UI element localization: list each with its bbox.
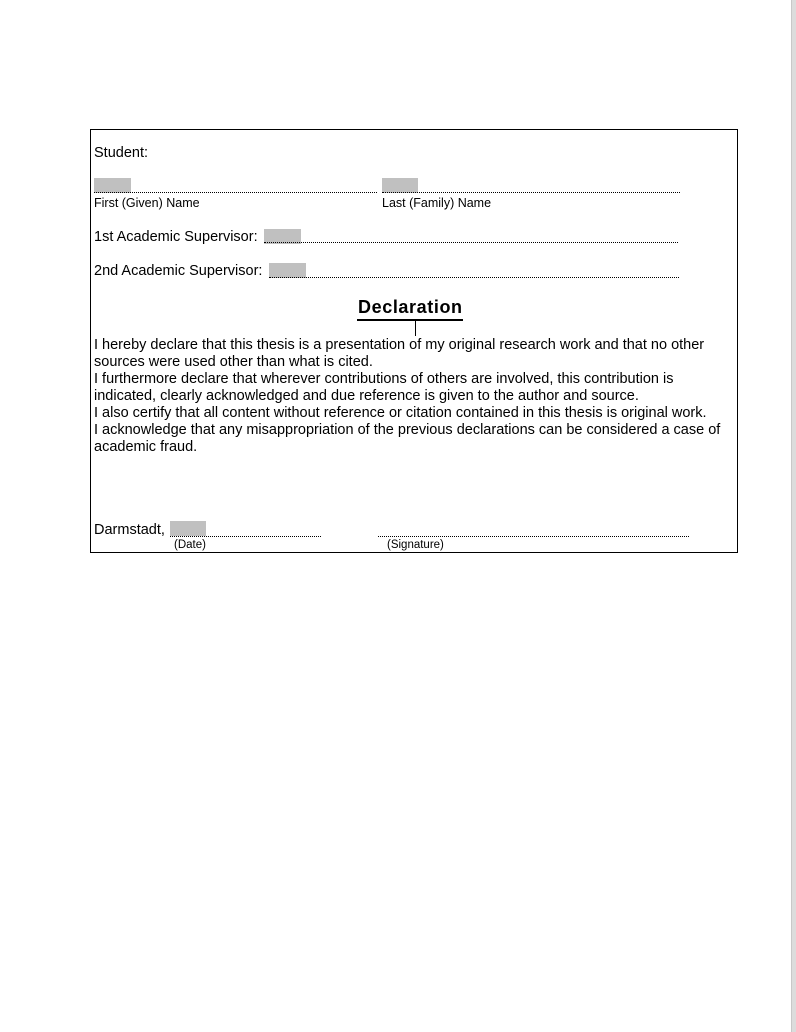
declaration-paragraph-2: I furthermore declare that wherever contributions of others are involved, this contribution is indicated, clearly acknowledged and due reference is given to the author and source. xyxy=(94,371,674,404)
signature-line xyxy=(378,536,689,537)
supervisor2-label: 2nd Academic Supervisor: xyxy=(94,263,263,279)
declaration-paragraph-3: I also certify that all content without reference or citation contained in this thesis is original work. xyxy=(94,405,707,421)
declaration-paragraph-4: I acknowledge that any misappropriation of the previous declarations can be considered a case of academic fraud. xyxy=(94,422,721,455)
last-name-caption: Last (Family) Name xyxy=(382,196,492,210)
date-field[interactable] xyxy=(170,521,206,536)
declaration-heading: Declaration xyxy=(357,297,463,321)
supervisor2-line xyxy=(269,277,679,278)
first-name-line xyxy=(94,192,377,193)
last-name-line xyxy=(382,192,680,193)
declaration-text xyxy=(94,337,734,456)
place-label: Darmstadt, xyxy=(94,522,165,538)
date-caption: (Date) xyxy=(174,539,206,551)
first-name-caption: First (Given) Name xyxy=(94,196,200,210)
window-scrollbar-edge[interactable] xyxy=(791,0,796,1032)
text-cursor xyxy=(415,319,416,336)
supervisor1-line xyxy=(264,242,678,243)
declaration-paragraph-1: I hereby declare that this thesis is a presentation of my original research work and that no other sources were used other than what is cited. xyxy=(94,337,705,370)
declaration-form xyxy=(90,129,738,553)
student-label: Student: xyxy=(94,145,149,161)
signature-caption: (Signature) xyxy=(387,539,444,551)
supervisor1-label: 1st Academic Supervisor: xyxy=(94,229,258,245)
supervisor2-field[interactable] xyxy=(269,263,306,278)
date-line xyxy=(170,536,321,537)
first-name-field[interactable] xyxy=(94,178,131,193)
last-name-field[interactable] xyxy=(382,178,418,193)
